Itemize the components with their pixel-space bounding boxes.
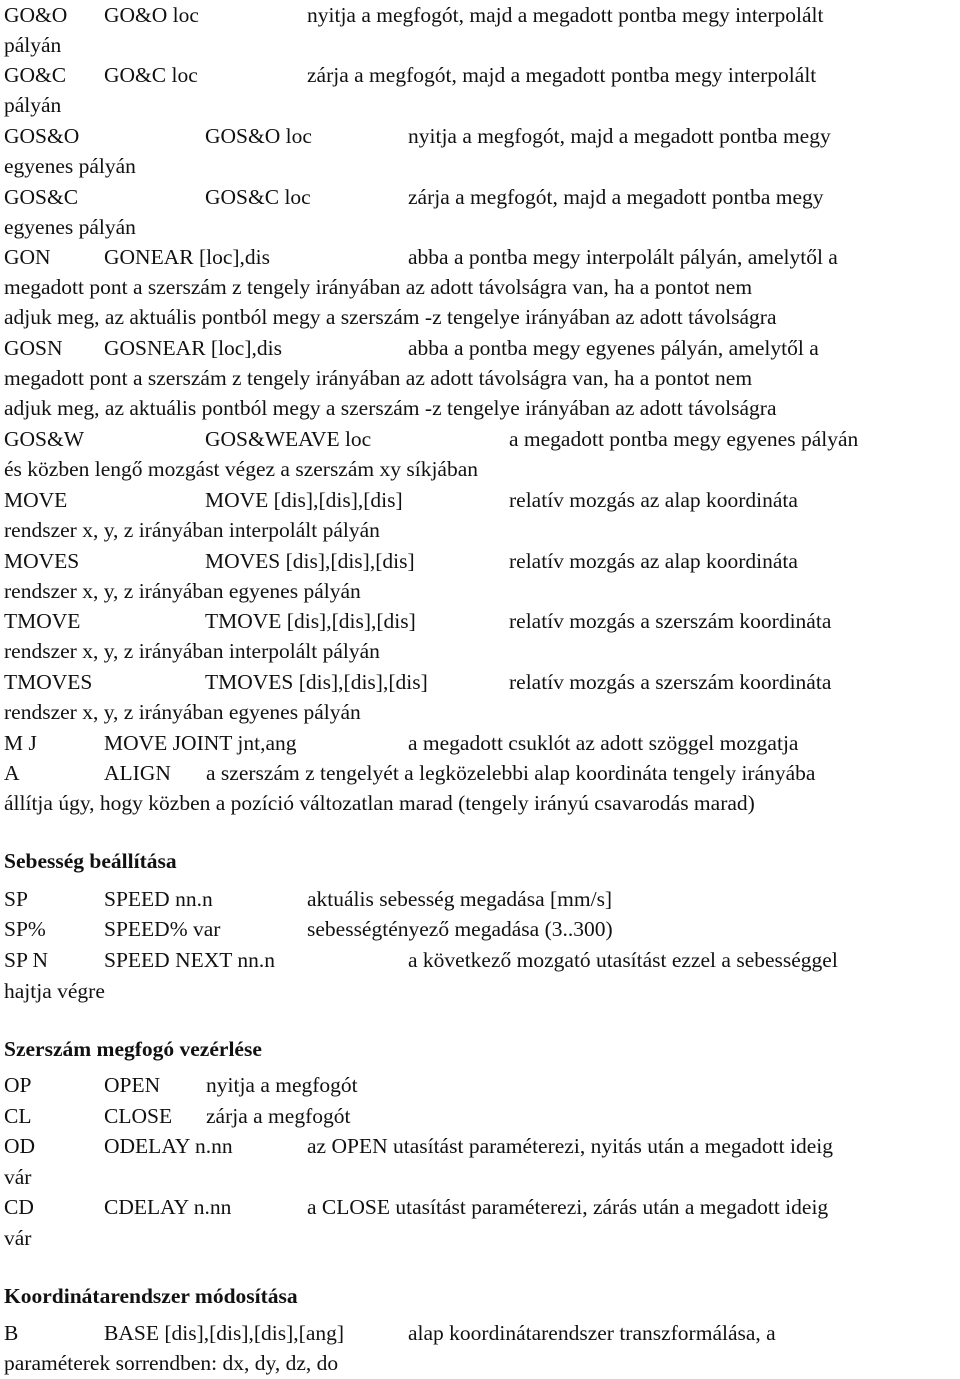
command-syntax: TMOVES [dis],[dis],[dis] — [205, 670, 428, 694]
command-abbreviation: MOVES — [4, 549, 80, 573]
command-description: a megadott pontba megy egyenes pályán — [509, 427, 859, 451]
command-description: az OPEN utasítást paraméterezi, nyitás után a megadott ideig — [307, 1134, 833, 1158]
command-syntax: ODELAY n.nn — [104, 1134, 233, 1158]
command-description: relatív mozgás a szerszám koordináta — [509, 670, 832, 694]
continuation-text: paraméterek sorrendben: dx, dy, dz, do — [4, 1351, 339, 1375]
command-abbreviation: OP — [4, 1073, 32, 1097]
command-syntax: TMOVE [dis],[dis],[dis] — [205, 609, 416, 633]
command-syntax: GONEAR [loc],dis — [104, 245, 271, 269]
continuation-text: megadott pont a szerszám z tengely irányában az adott távolságra van, ha a pontot nem — [4, 366, 753, 390]
command-description: zárja a megfogót, majd a megadott pontba megy interpolált — [307, 63, 817, 87]
command-syntax: MOVES [dis],[dis],[dis] — [205, 549, 415, 573]
command-syntax: GOS&WEAVE loc — [205, 427, 372, 451]
command-syntax: CDELAY n.nn — [104, 1195, 232, 1219]
command-description: a szerszám z tengelyét a legközelebbi alap koordináta tengely irányába — [206, 761, 816, 785]
continuation-text: rendszer x, y, z irányában egyenes pályán — [4, 700, 361, 724]
command-syntax: BASE [dis],[dis],[dis],[ang] — [104, 1321, 345, 1345]
command-abbreviation: GO&C — [4, 63, 67, 87]
command-abbreviation: B — [4, 1321, 19, 1345]
command-description: nyitja a megfogót, majd a megadott pontba megy interpolált — [307, 3, 824, 27]
continuation-text: rendszer x, y, z irányában interpolált pályán — [4, 639, 380, 663]
command-syntax: ALIGN — [104, 761, 171, 785]
command-description: sebességtényező megadása (3..300) — [307, 917, 613, 941]
continuation-text: egyenes pályán — [4, 215, 136, 239]
command-syntax: GOS&O loc — [205, 124, 312, 148]
continuation-text: pályán — [4, 33, 62, 57]
command-abbreviation: GOS&W — [4, 427, 85, 451]
command-abbreviation: MOVE — [4, 488, 68, 512]
section-heading-text: Sebesség beállítása — [4, 849, 177, 873]
continuation-text: egyenes pályán — [4, 154, 136, 178]
continuation-text: állítja úgy, hogy közben a pozíció változatlan marad (tengely irányú csavarodás marad) — [4, 791, 755, 815]
section-heading-text: Koordinátarendszer módosítása — [4, 1284, 298, 1308]
continuation-text: és közben lengő mozgást végez a szerszám xy síkjában — [4, 457, 479, 481]
command-abbreviation: TMOVE — [4, 609, 81, 633]
command-abbreviation: GON — [4, 245, 51, 269]
command-abbreviation: GOS&C — [4, 185, 79, 209]
command-description: zárja a megfogót, majd a megadott pontba megy — [408, 185, 824, 209]
continuation-text: adjuk meg, az aktuális pontból megy a szerszám -z tengelye irányában az adott távolságra — [4, 305, 777, 329]
command-description: a megadott csuklót az adott szöggel mozgatja — [408, 731, 799, 755]
command-description: nyitja a megfogót, majd a megadott pontba megy — [408, 124, 831, 148]
command-abbreviation: CD — [4, 1195, 34, 1219]
command-abbreviation: M J — [4, 731, 37, 755]
command-abbreviation: GO&O — [4, 3, 68, 27]
command-description: nyitja a megfogót — [206, 1073, 358, 1097]
command-description: alap koordinátarendszer transzformálása, a — [408, 1321, 776, 1345]
command-syntax: MOVE JOINT jnt,ang — [104, 731, 297, 755]
command-description: a következő mozgató utasítást ezzel a sebességgel — [408, 948, 838, 972]
command-description: zárja a megfogót — [206, 1104, 351, 1128]
continuation-text: adjuk meg, az aktuális pontból megy a szerszám -z tengelye irányában az adott távolságra — [4, 396, 777, 420]
continuation-text: megadott pont a szerszám z tengely irányában az adott távolságra van, ha a pontot nem — [4, 275, 753, 299]
command-syntax: SPEED nn.n — [104, 887, 213, 911]
continuation-text: vár — [4, 1165, 32, 1189]
command-abbreviation: SP N — [4, 948, 49, 972]
command-syntax: SPEED NEXT nn.n — [104, 948, 276, 972]
command-syntax: CLOSE — [104, 1104, 173, 1128]
continuation-text: hajtja végre — [4, 979, 105, 1003]
command-syntax: SPEED% var — [104, 917, 221, 941]
command-abbreviation: GOS&O — [4, 124, 80, 148]
continuation-text: rendszer x, y, z irányában interpolált pályán — [4, 518, 380, 542]
continuation-text: rendszer x, y, z irányában egyenes pályán — [4, 579, 361, 603]
command-description: abba a pontba megy egyenes pályán, amelytől a — [408, 336, 819, 360]
command-description: relatív mozgás az alap koordináta — [509, 488, 798, 512]
command-description: relatív mozgás a szerszám koordináta — [509, 609, 832, 633]
command-syntax: GO&O loc — [104, 3, 199, 27]
command-abbreviation: TMOVES — [4, 670, 93, 694]
command-description: abba a pontba megy interpolált pályán, amelytől a — [408, 245, 838, 269]
command-syntax: OPEN — [104, 1073, 161, 1097]
command-abbreviation: SP — [4, 887, 28, 911]
command-abbreviation: A — [4, 761, 20, 785]
command-description: relatív mozgás az alap koordináta — [509, 549, 798, 573]
command-abbreviation: OD — [4, 1134, 36, 1158]
command-description: a CLOSE utasítást paraméterezi, zárás után a megadott ideig — [307, 1195, 829, 1219]
command-abbreviation: GOSN — [4, 336, 63, 360]
command-syntax: GO&C loc — [104, 63, 198, 87]
command-syntax: MOVE [dis],[dis],[dis] — [205, 488, 403, 512]
continuation-text: vár — [4, 1226, 32, 1250]
continuation-text: pályán — [4, 93, 62, 117]
command-abbreviation: CL — [4, 1104, 32, 1128]
command-abbreviation: SP% — [4, 917, 46, 941]
command-syntax: GOS&C loc — [205, 185, 311, 209]
command-description: aktuális sebesség megadása [mm/s] — [307, 887, 613, 911]
section-heading-text: Szerszám megfogó vezérlése — [4, 1037, 262, 1061]
command-syntax: GOSNEAR [loc],dis — [104, 336, 282, 360]
